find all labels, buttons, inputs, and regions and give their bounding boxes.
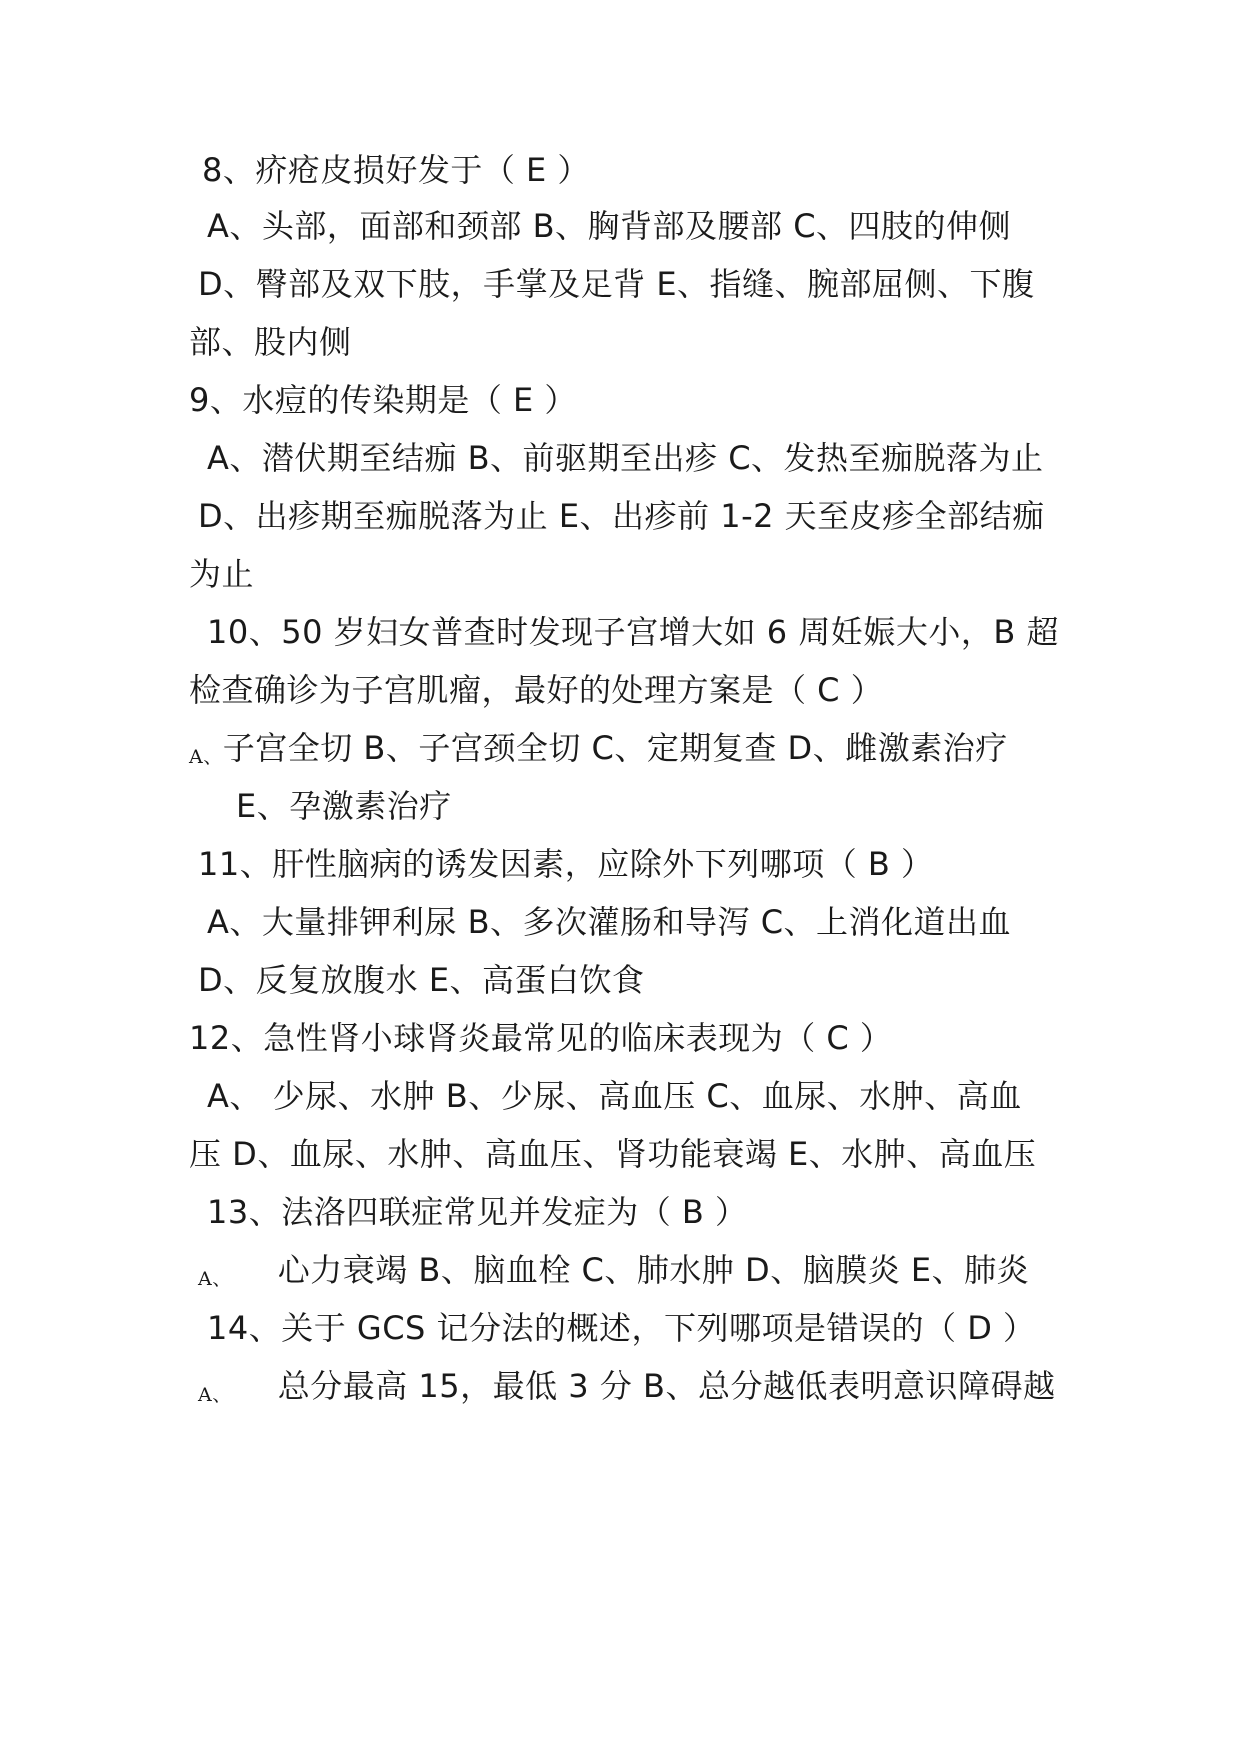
q9-options-line-3: 为止 — [189, 555, 255, 593]
q13-options-text: 心力衰竭 B、脑血栓 C、肺水肿 D、脑膜炎 E、肺炎 — [277, 1251, 1030, 1289]
q12-options-line-1: A、 少尿、水肿 B、少尿、高血压 C、血尿、水肿、高血 — [207, 1077, 1022, 1115]
q10-options-text: 子宫全切 B、子宫颈全切 C、定期复查 D、雌激素治疗 — [222, 729, 1008, 767]
question-11: 11、肝性脑病的诱发因素，应除外下列哪项（ B ） — [198, 845, 934, 883]
q8-options-line-2: D、臀部及双下肢，手掌及足背 E、指缝、腕部屈侧、下腹 — [198, 265, 1035, 303]
q9-options-line-2: D、出疹期至痂脱落为止 E、出疹前 1-2 天至皮疹全部结痂 — [198, 497, 1045, 535]
question-10-line-1: 10、50 岁妇女普查时发现子宫增大如 6 周妊娠大小，B 超 — [207, 613, 1059, 651]
q8-options-line-3: 部、股内侧 — [189, 323, 352, 361]
q9-options-line-1: A、潜伏期至结痂 B、前驱期至出疹 C、发热至痂脱落为止 — [207, 439, 1044, 477]
option-a-prefix: A、 — [198, 1384, 232, 1406]
q12-options-line-2: 压 D、血尿、水肿、高血压、肾功能衰竭 E、水肿、高血压 — [189, 1135, 1037, 1173]
option-a-prefix: A、 — [189, 746, 223, 768]
question-13: 13、法洛四联症常见并发症为（ B ） — [207, 1193, 748, 1231]
q8-options-line-1: A、头部，面部和颈部 B、胸背部及腰部 C、四肢的伸侧 — [207, 207, 1012, 245]
q11-options-line-1: A、大量排钾利尿 B、多次灌肠和导泻 C、上消化道出血 — [207, 903, 1012, 941]
q13-options-line-1 — [198, 1250, 1068, 1299]
question-9: 9、水痘的传染期是（ E ） — [189, 381, 577, 419]
question-10-line-2: 检查确诊为子宫肌瘤，最好的处理方案是（ C ） — [189, 671, 884, 709]
q11-options-line-2: D、反复放腹水 E、高蛋白饮食 — [198, 961, 645, 999]
q10-options-line-1 — [189, 728, 1059, 777]
question-14: 14、关于 GCS 记分法的概述，下列哪项是错误的（ D ） — [207, 1309, 1036, 1347]
q14-options-line-1 — [198, 1366, 1068, 1415]
question-8: 8、疥疮皮损好发于（ E ） — [202, 151, 590, 189]
q14-options-text: 总分最高 15，最低 3 分 B、总分越低表明意识障碍越 — [277, 1367, 1056, 1405]
option-a-prefix: A、 — [198, 1268, 232, 1290]
q10-options-line-2: E、孕激素治疗 — [236, 787, 452, 825]
question-12: 12、急性肾小球肾炎最常见的临床表现为（ C ） — [189, 1019, 893, 1057]
